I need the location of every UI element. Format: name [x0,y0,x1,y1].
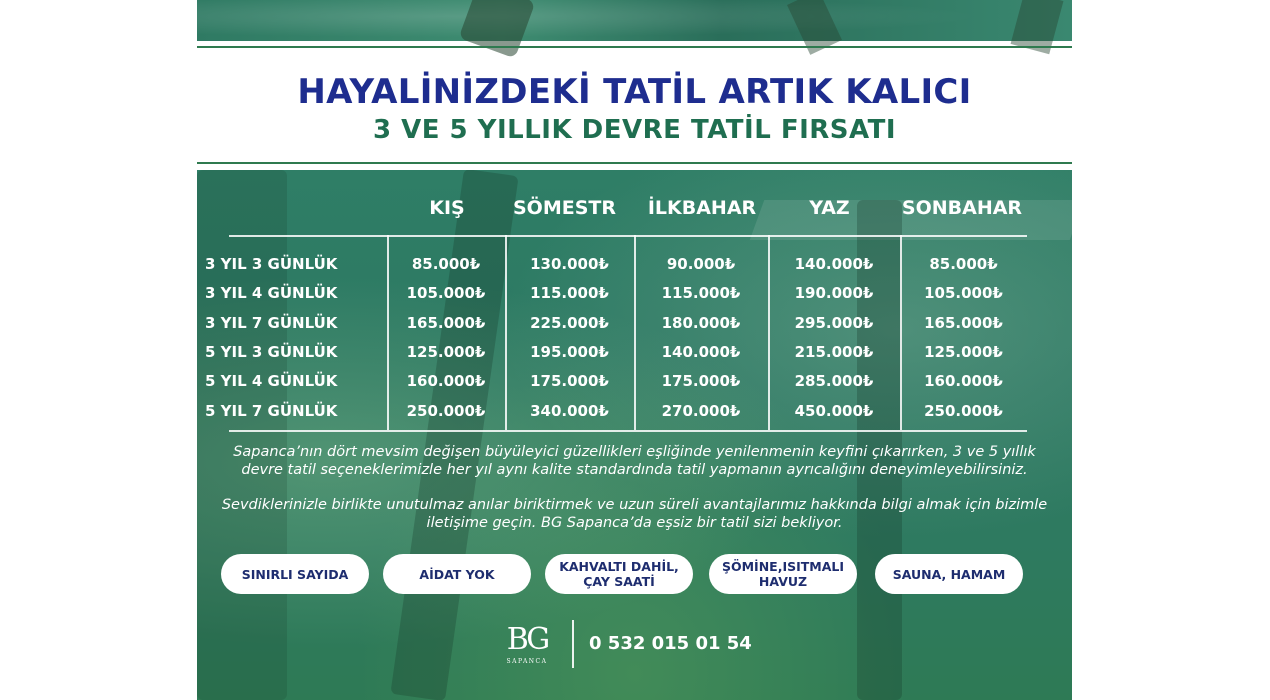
headline: HAYALİNİZDEKİ TATİL ARTIK KALICI [297,72,972,112]
column-header-ilkbahar: İLKBAHAR [647,197,757,219]
price-cell: 175.000₺ [530,372,609,391]
price-cell: 160.000₺ [406,372,486,391]
price-cell: 130.000₺ [530,255,609,273]
price-cell: 225.000₺ [530,313,609,332]
column-header-somestr: SÖMESTR [513,197,616,219]
table-bottom-line [229,430,1027,432]
price-cell: 90.000₺ [666,255,736,273]
row-label: 5 YIL 3 GÜNLÜK [205,342,338,361]
price-cell: 295.000₺ [794,313,874,332]
price-cell: 85.000₺ [929,255,998,273]
price-cell: 140.000₺ [661,342,741,361]
price-cell: 250.000₺ [924,401,1003,420]
row-label: 5 YIL 4 GÜNLÜK [205,372,338,391]
column-header-sonbahar: SONBAHAR [901,197,1023,219]
price-cell: 215.000₺ [794,342,874,361]
price-cell: 105.000₺ [406,284,486,303]
subheadline: 3 VE 5 YILLIK DEVRE TATİL FIRSATI [372,115,897,145]
price-cell: 115.000₺ [530,284,609,303]
price-cell: 115.000₺ [661,284,741,303]
price-cell: 270.000₺ [661,401,741,420]
price-cell: 165.000₺ [406,313,486,332]
price-cell: 85.000₺ [411,255,481,273]
logo-mark: BG [506,622,548,657]
price-cell: 285.000₺ [794,372,874,391]
feature-pill-fireplace-pool: ŞÖMİNE,ISITMALI HAVUZ [709,554,857,594]
price-cell: 105.000₺ [924,284,1003,303]
price-cell: 180.000₺ [661,313,741,332]
feature-pill-no-dues: AİDAT YOK [383,554,531,594]
table-top-line [229,235,1027,237]
row-label: 3 YIL 4 GÜNLÜK [205,284,338,303]
row-label: 3 YIL 3 GÜNLÜK [205,255,338,273]
price-cell: 190.000₺ [794,284,874,303]
contact-paragraph: Sevdiklerinizle birlikte unutulmaz anılar biriktirmek ve uzun süreli avantajlarımız hakkında bilgi almak için bizimle iletişime geçin. BG Sapanca’da eşsiz bir tatil sizi bekliyor. [221,497,1048,531]
feature-pill-limited: SINIRLI SAYIDA [221,554,369,594]
phone-number[interactable]: 0 532 015 01 54 [589,633,752,654]
column-header-kis: KIŞ [429,197,465,219]
feature-pill-breakfast: KAHVALTI DAHİL, ÇAY SAATİ [545,554,693,594]
description-paragraph: Sapanca’nın dört mevsim değişen büyüleyici güzellikleri eşliğinde yenilenmenin keyfini çıkarırken, 3 ve 5 yıllık devre tatil seçeneklerimizle her yıl aynı kalite standardında tatil yapmanın ayrıcalığını deneyimleyebilirsiniz. [233,444,1036,478]
price-cell: 250.000₺ [406,401,486,420]
price-cell: 125.000₺ [406,342,486,361]
bg-sapanca-logo [502,622,552,672]
price-cell: 175.000₺ [661,372,741,391]
price-cell: 340.000₺ [530,401,609,420]
tree-trunk-decoration [459,0,536,58]
row-label: 3 YIL 7 GÜNLÜK [205,313,338,332]
price-panel [197,170,1072,700]
row-label: 5 YIL 7 GÜNLÜK [205,401,338,420]
top-photo-strip [197,0,1072,41]
logo-subtext: SAPANCA [506,658,548,665]
divider-line [197,162,1072,164]
background-tree [390,170,518,700]
price-cell: 165.000₺ [924,313,1003,332]
poster [197,0,1072,700]
logo-separator [572,620,574,668]
background-foliage [197,170,287,700]
price-cell: 195.000₺ [530,342,609,361]
price-cell: 125.000₺ [924,342,1003,361]
column-header-yaz: YAZ [809,197,850,219]
feature-pill-sauna: SAUNA, HAMAM [875,554,1023,594]
price-cell: 140.000₺ [794,255,874,273]
divider-line [197,46,1072,48]
price-cell: 450.000₺ [794,401,874,420]
price-cell: 160.000₺ [924,372,1003,391]
